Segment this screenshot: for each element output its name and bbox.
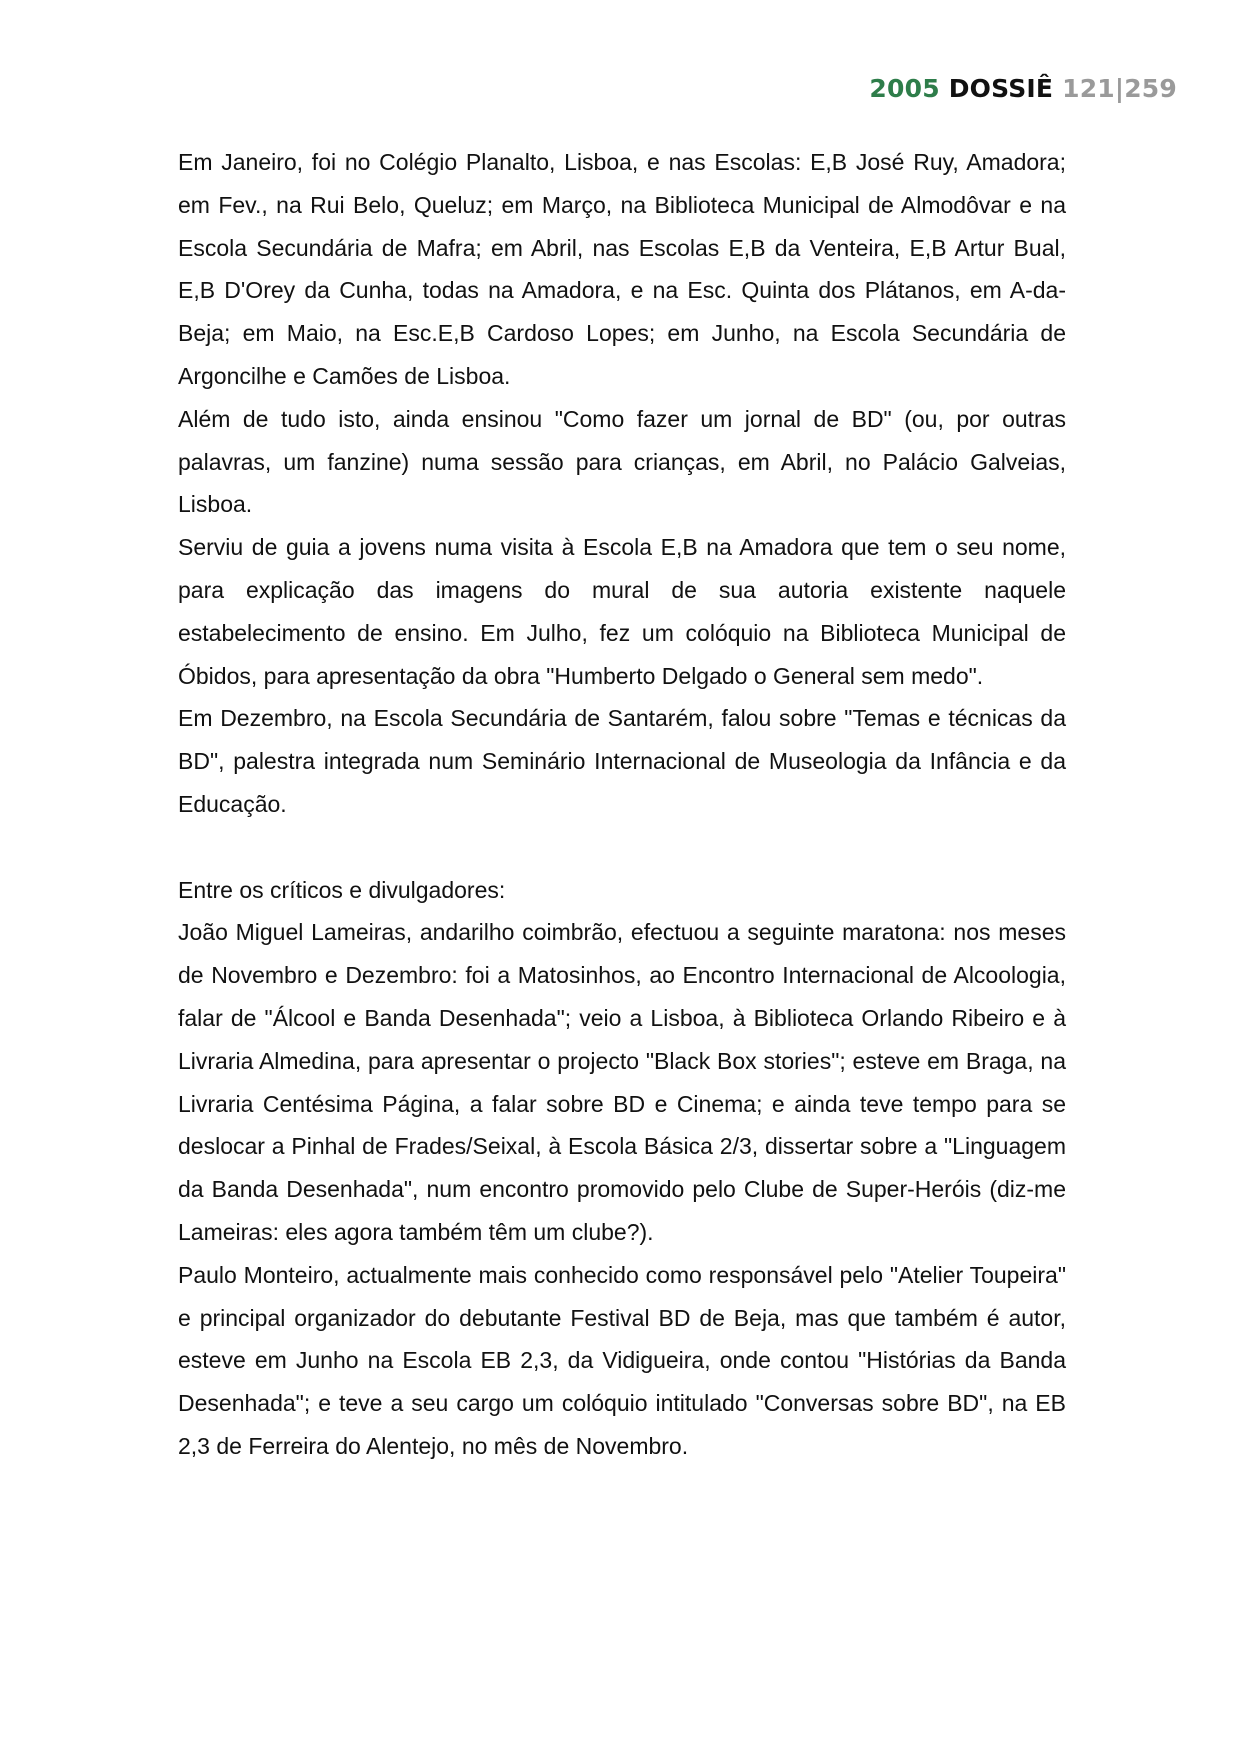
paragraph-spacer (178, 826, 1066, 869)
body-text (178, 141, 1066, 1468)
header-page-numbers: 121|259 (1062, 74, 1177, 103)
paragraph-santarem: Em Dezembro, na Escola Secundária de Santarém, falou sobre "Temas e técnicas da BD", palestra integrada num Seminário Internacional de Museologia da Infância e da Educação. (178, 705, 1066, 817)
paragraph-school-visits: Em Janeiro, foi no Colégio Planalto, Lisboa, e nas Escolas: E,B José Ruy, Amadora; em Fev., na Rui Belo, Queluz; em Março, na Biblioteca Municipal de Almodôvar e na Escola Secundária de Mafra; em Abril, nas Escolas E,B da Venteira, E,B Artur Bual, E,B D'Orey da Cunha, todas na Amadora, e na Esc. Quinta dos Plátanos, em A-da-Beja; em Maio, na Esc.E,B Cardoso Lopes; em Junho, na Escola Secundária de Argoncilhe e Camões de Lisboa. (178, 149, 1066, 389)
paragraph-critics-heading: Entre os críticos e divulgadores: (178, 876, 506, 903)
paragraph-lameiras: João Miguel Lameiras, andarilho coimbrão, efectuou a seguinte maratona: nos meses de Novembro e Dezembro: foi a Matosinhos, ao Encontro Internacional de Alcoologia, falar de "Álcool e Banda Desenhada"; veio a Lisboa, à Biblioteca Orlando Ribeiro e à Livraria Almedina, para apresentar o projecto "Black Box stories"; esteve em Braga, na Livraria Centésima Página, a falar sobre BD e Cinema; e ainda teve tempo para se deslocar a Pinhal de Frades/Seixal, à Escola Básica 2/3, dissertar sobre a "Linguagem da Banda Desenhada", num encontro promovido pelo Clube de Super-Heróis (diz-me Lameiras: eles agora também têm um clube?). (178, 919, 1066, 1245)
paragraph-jornal-bd: Além de tudo isto, ainda ensinou "Como fazer um jornal de BD" (ou, por outras palavras, um fanzine) numa sessão para crianças, em Abril, no Palácio Galveias, Lisboa. (178, 405, 1066, 518)
paragraph-guide-visit: Serviu de guia a jovens numa visita à Escola E,B na Amadora que tem o seu nome, para explicação das imagens do mural de sua autoria existente naquele estabelecimento de ensino. Em Julho, fez um colóquio na Biblioteca Municipal de Óbidos, para apresentação da obra "Humberto Delgado o General sem medo". (178, 534, 1066, 689)
header-year: 2005 (869, 74, 940, 103)
header-title: DOSSIÊ (948, 74, 1054, 103)
paragraph-monteiro: Paulo Monteiro, actualmente mais conhecido como responsável pelo "Atelier Toupeira" e principal organizador do debutante Festival BD de Beja, mas que também é autor, esteve em Junho na Escola EB 2,3, da Vidigueira, onde contou "Histórias da Banda Desenhada"; e teve a seu cargo um colóquio intitulado "Conversas sobre BD", na EB 2,3 de Ferreira do Alentejo, no mês de Novembro. (178, 1261, 1066, 1459)
page-header (869, 74, 1177, 103)
